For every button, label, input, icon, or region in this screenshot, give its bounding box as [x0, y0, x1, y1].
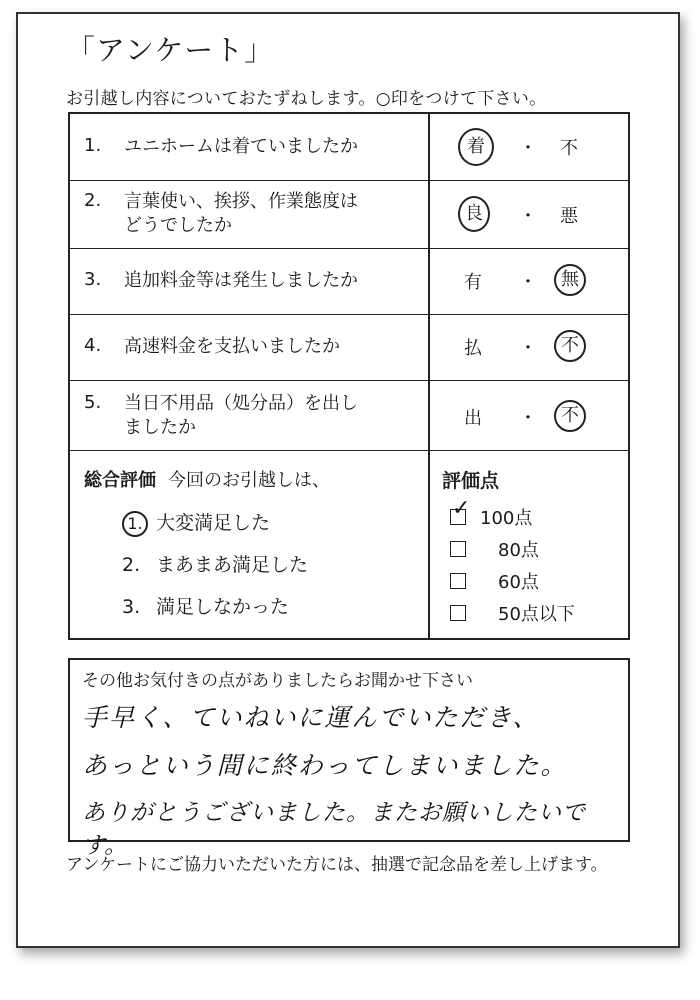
- question-number: 3.: [84, 269, 102, 290]
- separator-dot: ・: [519, 138, 537, 159]
- question-text: 高速料金を支払いましたか: [124, 336, 340, 357]
- rating-heading: 評価点: [442, 470, 500, 492]
- checkbox[interactable]: [450, 573, 466, 589]
- check-mark-icon: ✓: [452, 496, 471, 521]
- rating-option-50-or-less[interactable]: [450, 600, 575, 626]
- rating-label: 60点: [498, 572, 539, 593]
- handwritten-comment-line: ありがとうございました。またお願いしたいです。: [82, 800, 586, 859]
- overall-rating-heading: [84, 466, 330, 492]
- choice-label: 大変満足した: [156, 512, 271, 534]
- overall-choice-2[interactable]: [122, 550, 308, 577]
- answer-option-a[interactable]: 着: [458, 128, 494, 166]
- rating-label: 50点以下: [498, 604, 575, 625]
- answer-option-a[interactable]: 払: [464, 338, 482, 359]
- question-row-2: [70, 180, 628, 249]
- footer-note: アンケートにご協力いただいた方には、抽選で記念品を差し上げます。: [66, 855, 608, 875]
- handwritten-comment-line: 手早く、ていねいに運んでいただき、: [82, 703, 540, 732]
- separator-dot: ・: [519, 206, 537, 227]
- question-table: [68, 112, 630, 640]
- question-row-3: [70, 248, 628, 315]
- survey-title: 「アンケート」: [66, 33, 275, 67]
- answer-option-a[interactable]: 有: [464, 272, 482, 293]
- rating-label: 80点: [498, 540, 539, 561]
- question-text: [124, 392, 424, 440]
- answer-option-b[interactable]: 無: [554, 264, 586, 296]
- overall-title: 総合評価: [84, 470, 156, 491]
- choice-label: 満足しなかった: [156, 596, 290, 618]
- question-number: 1.: [84, 135, 102, 156]
- question-number: 2.: [84, 190, 102, 211]
- choice-label: まあまあ満足した: [156, 554, 309, 576]
- question-text-line2: どうでしたか: [124, 215, 232, 236]
- question-text: [124, 190, 424, 238]
- rating-option-100[interactable]: [450, 496, 533, 530]
- answer-option-b[interactable]: 不: [560, 138, 578, 159]
- separator-dot: ・: [519, 338, 537, 359]
- answer-option-b[interactable]: 悪: [560, 206, 578, 227]
- question-text: ユニホームは着ていましたか: [124, 136, 358, 157]
- question-text-line2: ましたか: [124, 417, 196, 438]
- choice-number: 2.: [122, 554, 141, 576]
- answer-option-a[interactable]: 良: [458, 196, 490, 232]
- choice-number-circled: 1.: [122, 511, 148, 537]
- answer-option-b[interactable]: 不: [554, 400, 586, 432]
- overall-prompt: 今回のお引越しは、: [168, 470, 330, 491]
- handwritten-comment-line: あっという間に終わってしまいました。: [82, 751, 568, 780]
- question-text-line1: 当日不用品（処分品）を出し: [124, 393, 358, 414]
- survey-instructions: お引越し内容についておたずねします。○印をつけて下さい。: [66, 89, 547, 109]
- question-row-4: [70, 314, 628, 381]
- comment-label: その他お気付きの点がありましたらお聞かせ下さい: [82, 671, 473, 691]
- rating-option-80[interactable]: [450, 536, 539, 562]
- answer-option-b[interactable]: 不: [554, 330, 586, 362]
- overall-choice-3[interactable]: [122, 592, 289, 619]
- rating-option-60[interactable]: [450, 568, 539, 594]
- rating-label: 100点: [480, 508, 533, 529]
- separator-dot: ・: [519, 272, 537, 293]
- comment-box[interactable]: [68, 658, 630, 859]
- checkbox[interactable]: [450, 605, 466, 621]
- checkbox[interactable]: [450, 541, 466, 557]
- choice-number: [122, 511, 156, 537]
- question-number: 5.: [84, 392, 102, 413]
- question-row-5: [70, 380, 628, 451]
- question-text-line1: 言葉使い、挨拶、作業態度は: [124, 191, 358, 212]
- separator-dot: ・: [519, 408, 537, 429]
- question-row-1: [70, 114, 628, 181]
- overall-choice-1[interactable]: [122, 508, 270, 537]
- question-number: 4.: [84, 335, 102, 356]
- question-text: 追加料金等は発生しましたか: [124, 270, 358, 291]
- choice-number: 3.: [122, 596, 141, 618]
- answer-option-a[interactable]: 出: [464, 408, 482, 429]
